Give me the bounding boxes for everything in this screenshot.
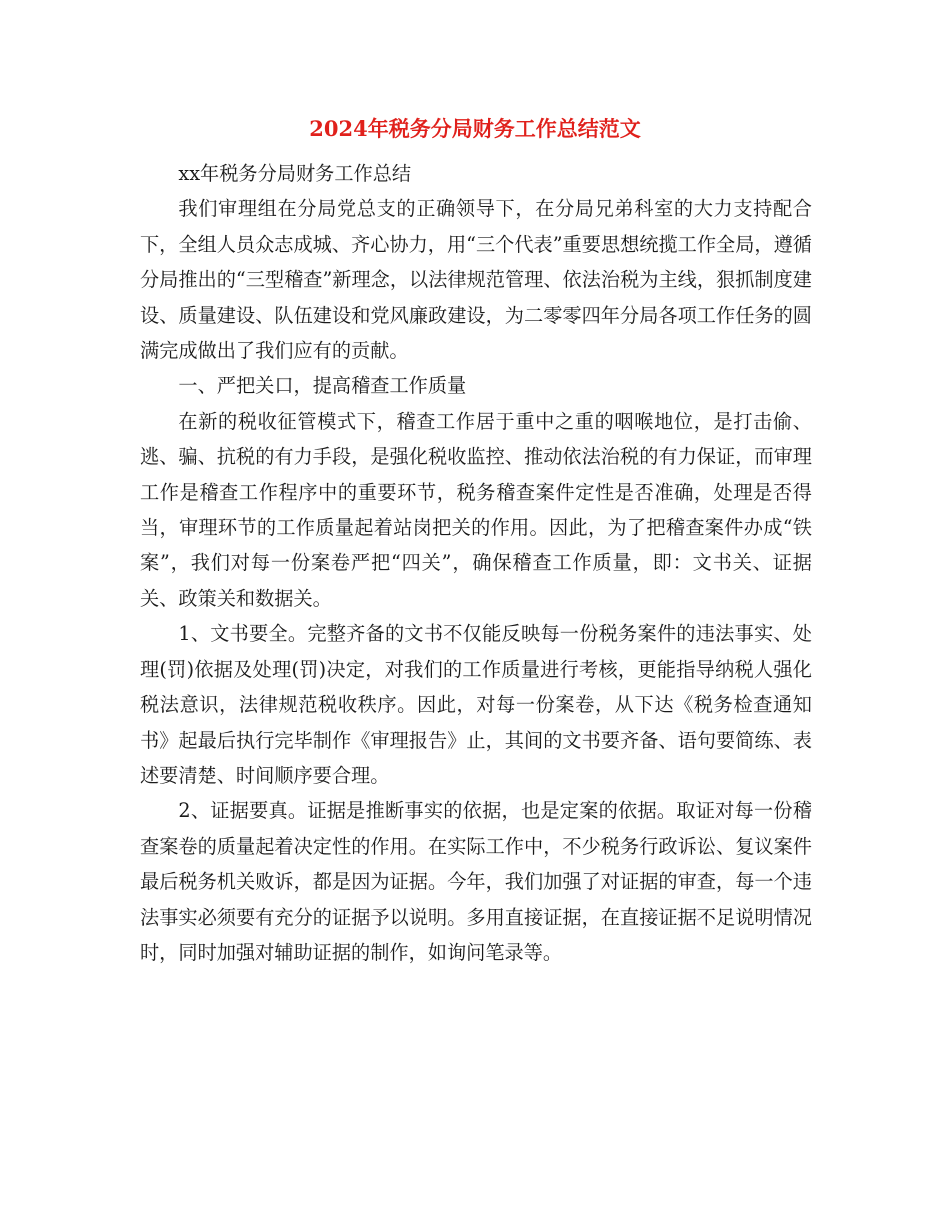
- paragraph-intro: 我们审理组在分局党总支的正确领导下，在分局兄弟科室的大力支持配合下，全组人员众志成城、齐心协力，用“三个代表”重要思想统揽工作全局，遵循分局推出的“三型稽查”新理念，以法律规范管理、依法治税为主线，狠抓制度建设、质量建设、队伍建设和党风廉政建设，为二零零四年分局各项工作任务的圆满完成做出了我们应有的贡献。: [140, 197, 812, 363]
- paragraph-item-1: 1、文书要全。完整齐备的文书不仅能反映每一份税务案件的违法事实、处理(罚)依据及处理(罚)决定，对我们的工作质量进行考核，更能指导纳税人强化税法意识，法律规范税收秩序。因此，对每一份案卷，从下达《税务检查通知书》起最后执行完毕制作《审理报告》止，其间的文书要齐备、语句要简练、表述要清楚、时间顺序要合理。: [140, 622, 812, 787]
- document-title: 2024年税务分局财务工作总结范文: [309, 116, 641, 141]
- document-body: [140, 156, 812, 970]
- paragraph-section-1: 在新的税收征管模式下，稽查工作居于重中之重的咽喉地位，是打击偷、逃、骗、抗税的有力手段，是强化税收监控、推动依法治税的有力保证，而审理工作是稽查工作程序中的重要环节，税务稽查案件定性是否准确，处理是否得当，审理环节的工作质量起着站岗把关的作用。因此，为了把稽查案件办成“铁案”，我们对每一份案卷严把“四关”，确保稽查工作质量，即：文书关、证据关、政策关和数据关。: [140, 409, 812, 610]
- section-heading-1: 一、严把关口，提高稽查工作质量: [178, 374, 467, 398]
- paragraph-item-2: 2、证据要真。证据是推断事实的依据，也是定案的依据。取证对每一份稽查案卷的质量起着决定性的作用。在实际工作中，不少税务行政诉讼、复议案件最后税务机关败诉，都是因为证据。今年，我们加强了对证据的审查，每一个违法事实必须要有充分的证据予以说明。多用直接证据，在直接证据不足说明情况时，同时加强对辅助证据的制作，如询问笔录等。: [140, 799, 812, 964]
- document-subtitle: xx年税务分局财务工作总结: [178, 162, 412, 185]
